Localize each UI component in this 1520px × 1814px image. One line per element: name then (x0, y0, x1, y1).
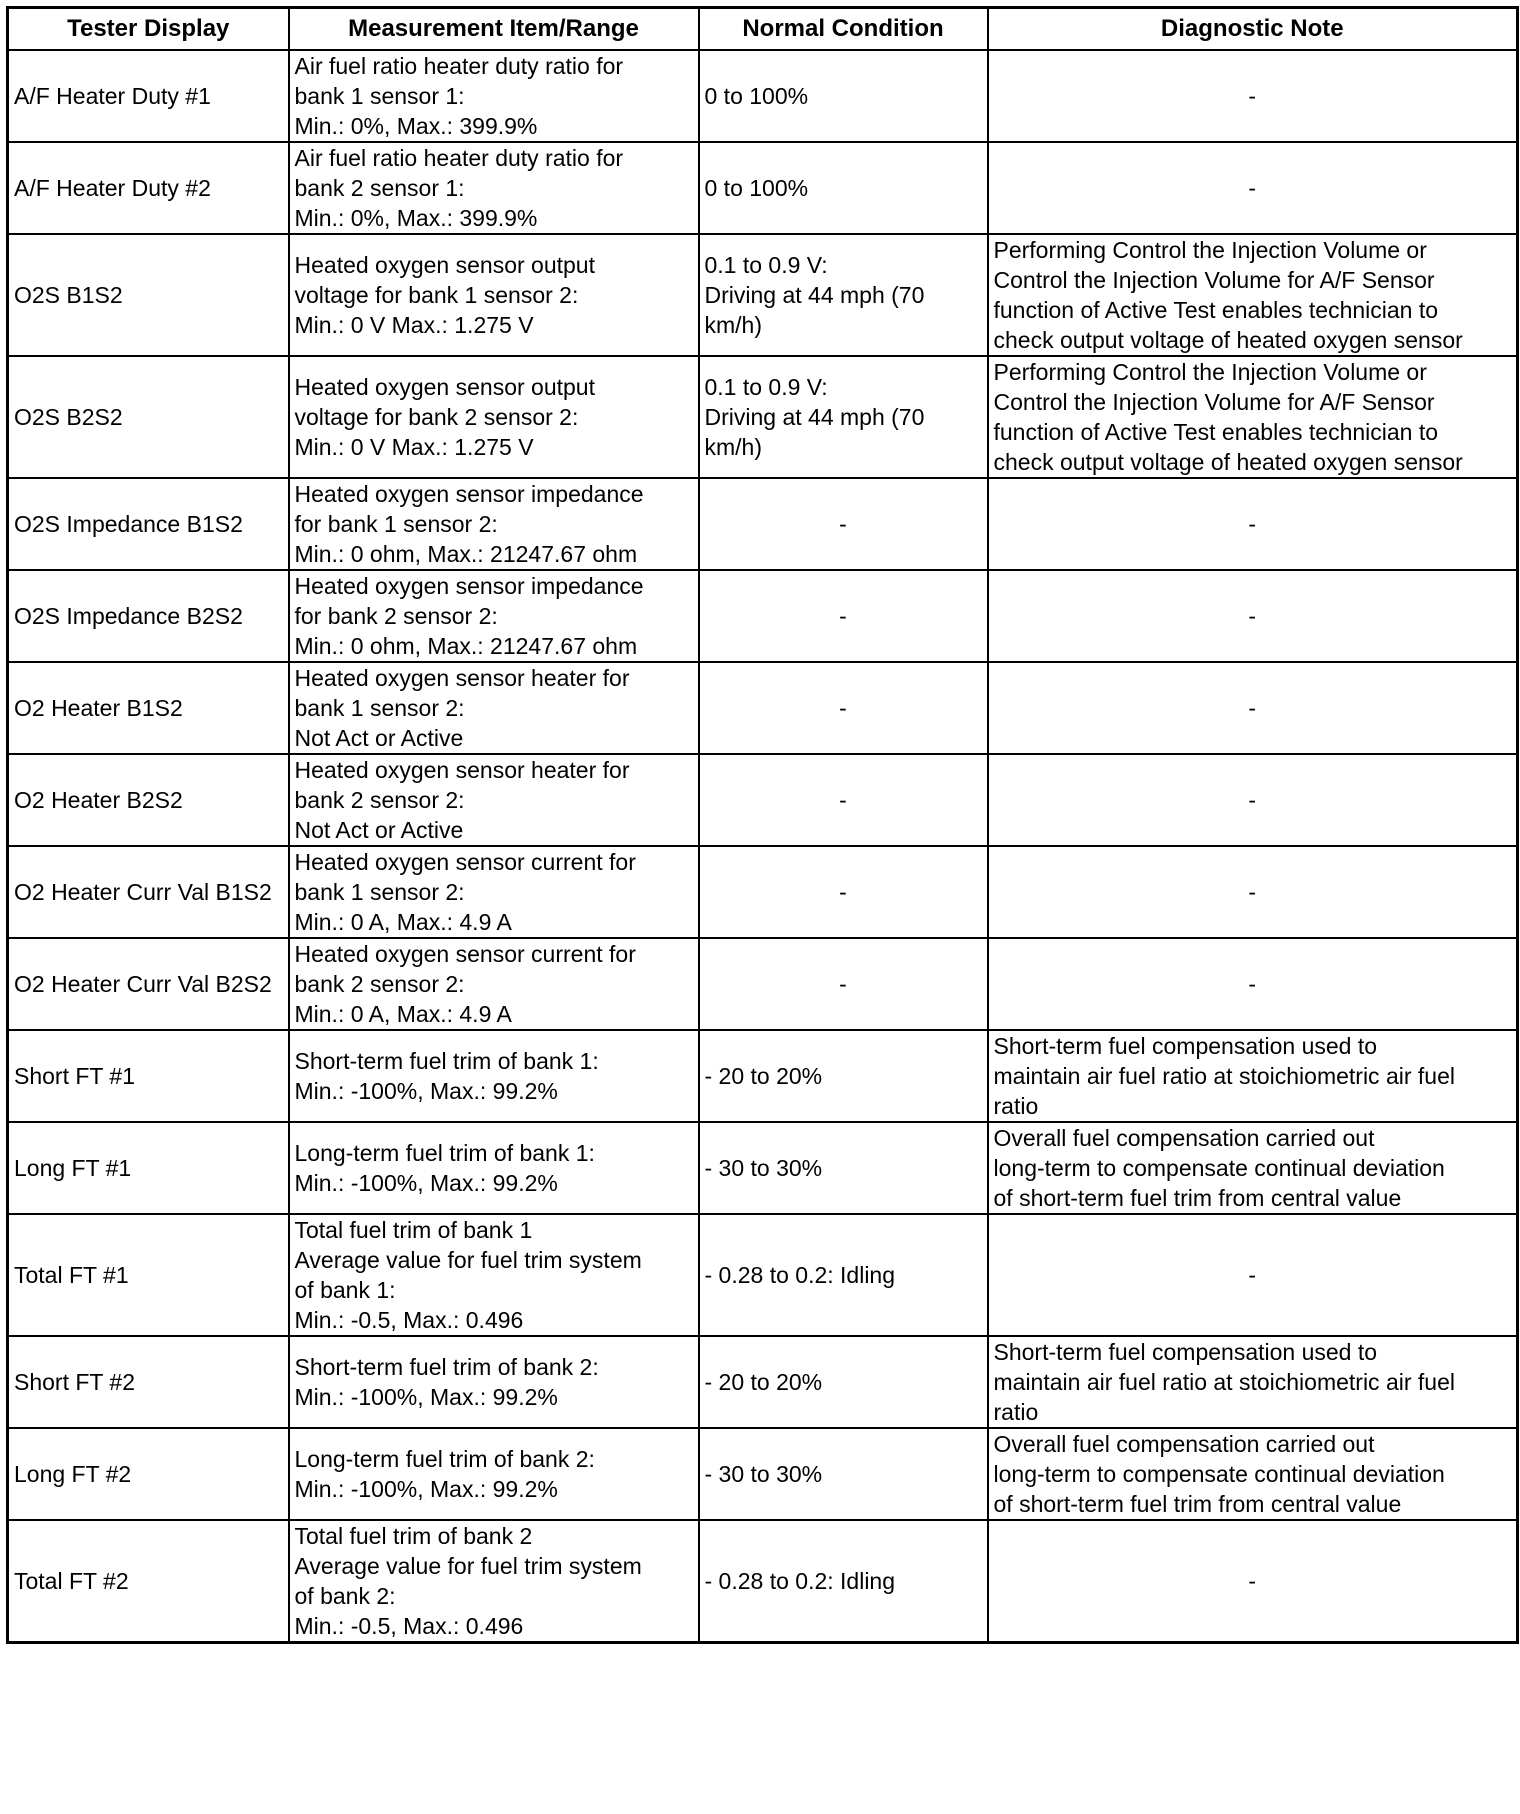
cell-line: - (1248, 786, 1257, 813)
cell-line: Control the Injection Volume for A/F Sensor (993, 388, 1435, 415)
cell-line: Heated oxygen sensor heater for (294, 756, 630, 783)
normal-condition-cell (699, 234, 988, 356)
normal-condition-cell (699, 478, 988, 570)
table-row (8, 570, 1518, 662)
measurement-item-cell (289, 662, 699, 754)
measurement-item-cell (289, 234, 699, 356)
tester-display-cell: O2 Heater B2S2 (8, 754, 289, 846)
tester-display-cell: O2S Impedance B2S2 (8, 570, 289, 662)
diagnostic-note-cell (988, 754, 1518, 846)
table-row (8, 846, 1518, 938)
table-row (8, 1428, 1518, 1520)
table-row (8, 142, 1518, 234)
header-normal-condition: Normal Condition (699, 8, 988, 50)
measurement-item-cell (289, 570, 699, 662)
normal-condition-cell (699, 1214, 988, 1336)
table-row (8, 234, 1518, 356)
measurement-item-cell (289, 1336, 699, 1428)
cell-line: function of Active Test enables technician to (993, 296, 1439, 323)
diagnostic-note-cell (988, 478, 1518, 570)
cell-line: Not Act or Active (294, 816, 464, 843)
cell-line: Air fuel ratio heater duty ratio for (294, 52, 624, 79)
cell-line: 0 to 100% (704, 174, 809, 201)
cell-line: - (1248, 602, 1257, 629)
header-measurement-item: Measurement Item/Range (289, 8, 699, 50)
tester-display-cell: A/F Heater Duty #2 (8, 142, 289, 234)
cell-line: Min.: 0 A, Max.: 4.9 A (294, 1000, 512, 1027)
cell-line: bank 2 sensor 1: (294, 174, 465, 201)
cell-line: Heated oxygen sensor output (294, 251, 595, 278)
cell-line: check output voltage of heated oxygen sensor (993, 448, 1463, 475)
cell-line: for bank 2 sensor 2: (294, 602, 498, 629)
cell-line: bank 2 sensor 2: (294, 970, 465, 997)
normal-condition-cell (699, 662, 988, 754)
tester-display-cell: O2 Heater Curr Val B1S2 (8, 846, 289, 938)
cell-line: Air fuel ratio heater duty ratio for (294, 144, 624, 171)
measurement-item-cell (289, 50, 699, 142)
cell-line: Long-term fuel trim of bank 2: (294, 1445, 595, 1472)
cell-line: - (1248, 1261, 1257, 1288)
cell-line: 0 to 100% (704, 82, 809, 109)
table-row (8, 754, 1518, 846)
cell-line: Average value for fuel trim system (294, 1552, 642, 1579)
cell-line: of bank 1: (294, 1276, 396, 1303)
diagnostic-note-cell (988, 50, 1518, 142)
table-row (8, 938, 1518, 1030)
cell-line: km/h) (704, 311, 762, 338)
normal-condition-cell (699, 1428, 988, 1520)
table-header-row (8, 8, 1518, 50)
cell-line: 0.1 to 0.9 V: (704, 251, 828, 278)
cell-line: Heated oxygen sensor impedance (294, 572, 644, 599)
measurement-item-cell (289, 478, 699, 570)
diagnostic-note-cell (988, 938, 1518, 1030)
tester-display-cell: Long FT #1 (8, 1122, 289, 1214)
cell-line: Heated oxygen sensor current for (294, 940, 636, 967)
normal-condition-cell (699, 356, 988, 478)
cell-line: - (839, 786, 847, 813)
cell-line: Min.: 0 ohm, Max.: 21247.67 ohm (294, 632, 638, 659)
cell-line: - 30 to 30% (704, 1154, 823, 1181)
tester-display-cell: O2 Heater Curr Val B2S2 (8, 938, 289, 1030)
cell-line: bank 1 sensor 2: (294, 878, 465, 905)
measurement-item-cell (289, 1214, 699, 1336)
cell-line: - (839, 694, 847, 721)
cell-line: - 0.28 to 0.2: Idling (704, 1567, 896, 1594)
cell-line: Min.: 0 A, Max.: 4.9 A (294, 908, 512, 935)
diagnostic-note-cell (988, 1122, 1518, 1214)
cell-line: maintain air fuel ratio at stoichiometric air fuel (993, 1062, 1455, 1089)
cell-line: bank 2 sensor 2: (294, 786, 465, 813)
diagnostic-note-cell (988, 1428, 1518, 1520)
cell-line: - (839, 510, 847, 537)
normal-condition-cell (699, 938, 988, 1030)
measurement-item-cell (289, 1520, 699, 1643)
cell-line: Total fuel trim of bank 2 (294, 1522, 533, 1549)
cell-line: 0.1 to 0.9 V: (704, 373, 828, 400)
cell-line: Heated oxygen sensor output (294, 373, 595, 400)
tester-display-cell: A/F Heater Duty #1 (8, 50, 289, 142)
diagnostic-note-cell (988, 356, 1518, 478)
normal-condition-cell (699, 50, 988, 142)
table-row (8, 478, 1518, 570)
cell-line: Min.: -100%, Max.: 99.2% (294, 1383, 558, 1410)
cell-line: - (1248, 1567, 1257, 1594)
cell-line: Average value for fuel trim system (294, 1246, 642, 1273)
cell-line: - 30 to 30% (704, 1460, 823, 1487)
normal-condition-cell (699, 570, 988, 662)
table-row (8, 356, 1518, 478)
tester-display-cell: Total FT #1 (8, 1214, 289, 1336)
cell-line: Driving at 44 mph (70 (704, 281, 925, 308)
table-row (8, 1336, 1518, 1428)
measurement-item-cell (289, 754, 699, 846)
normal-condition-cell (699, 1122, 988, 1214)
table-row (8, 662, 1518, 754)
cell-line: - 20 to 20% (704, 1062, 823, 1089)
measurement-item-cell (289, 356, 699, 478)
cell-line: voltage for bank 2 sensor 2: (294, 403, 579, 430)
cell-line: Min.: -100%, Max.: 99.2% (294, 1475, 558, 1502)
cell-line: Overall fuel compensation carried out (993, 1430, 1375, 1457)
cell-line: - (1248, 694, 1257, 721)
tester-display-cell: Short FT #1 (8, 1030, 289, 1122)
cell-line: - (1248, 878, 1257, 905)
tester-display-cell: Total FT #2 (8, 1520, 289, 1643)
cell-line: ratio (993, 1092, 1039, 1119)
table-row (8, 1030, 1518, 1122)
tester-display-cell: Long FT #2 (8, 1428, 289, 1520)
table-row (8, 1214, 1518, 1336)
cell-line: - (839, 970, 847, 997)
diagnostic-note-cell (988, 846, 1518, 938)
normal-condition-cell (699, 754, 988, 846)
table-row (8, 1520, 1518, 1643)
cell-line: - (839, 602, 847, 629)
cell-line: bank 1 sensor 2: (294, 694, 465, 721)
cell-line: - (1248, 970, 1257, 997)
cell-line: Total fuel trim of bank 1 (294, 1216, 533, 1243)
measurement-item-cell (289, 846, 699, 938)
cell-line: Control the Injection Volume for A/F Sensor (993, 266, 1435, 293)
cell-line: Short-term fuel trim of bank 2: (294, 1353, 599, 1380)
diagnostic-note-cell (988, 1030, 1518, 1122)
diagnostic-note-cell (988, 142, 1518, 234)
cell-line: - (839, 878, 847, 905)
measurement-item-cell (289, 1122, 699, 1214)
normal-condition-cell (699, 142, 988, 234)
measurement-item-cell (289, 938, 699, 1030)
cell-line: long-term to compensate continual deviation (993, 1154, 1445, 1181)
cell-line: Min.: 0%, Max.: 399.9% (294, 204, 538, 231)
diagnostic-data-table (6, 6, 1519, 1644)
cell-line: of short-term fuel trim from central value (993, 1184, 1402, 1211)
cell-line: Min.: -0.5, Max.: 0.496 (294, 1306, 524, 1333)
diagnostic-note-cell (988, 662, 1518, 754)
table-row (8, 50, 1518, 142)
diagnostic-note-cell (988, 1214, 1518, 1336)
normal-condition-cell (699, 846, 988, 938)
cell-line: Min.: -0.5, Max.: 0.496 (294, 1612, 524, 1639)
cell-line: ratio (993, 1398, 1039, 1425)
diagnostic-note-cell (988, 1336, 1518, 1428)
header-tester-display: Tester Display (8, 8, 289, 50)
cell-line: Min.: -100%, Max.: 99.2% (294, 1077, 558, 1104)
cell-line: Short-term fuel trim of bank 1: (294, 1047, 599, 1074)
cell-line: voltage for bank 1 sensor 2: (294, 281, 579, 308)
cell-line: - (1248, 510, 1257, 537)
cell-line: km/h) (704, 433, 762, 460)
cell-line: Short-term fuel compensation used to (993, 1032, 1378, 1059)
cell-line: Min.: 0 V Max.: 1.275 V (294, 311, 534, 338)
table-row (8, 1122, 1518, 1214)
cell-line: check output voltage of heated oxygen sensor (993, 326, 1463, 353)
table-body (8, 50, 1518, 1643)
diagnostic-note-cell (988, 234, 1518, 356)
cell-line: - 0.28 to 0.2: Idling (704, 1261, 896, 1288)
cell-line: Performing Control the Injection Volume or (993, 358, 1427, 385)
normal-condition-cell (699, 1030, 988, 1122)
tester-display-cell: Short FT #2 (8, 1336, 289, 1428)
cell-line: Heated oxygen sensor impedance (294, 480, 644, 507)
cell-line: of short-term fuel trim from central value (993, 1490, 1402, 1517)
measurement-item-cell (289, 1428, 699, 1520)
cell-line: Heated oxygen sensor heater for (294, 664, 630, 691)
cell-line: - (1248, 82, 1257, 109)
normal-condition-cell (699, 1336, 988, 1428)
header-diagnostic-note: Diagnostic Note (988, 8, 1518, 50)
cell-line: Performing Control the Injection Volume or (993, 236, 1427, 263)
cell-line: long-term to compensate continual deviation (993, 1460, 1445, 1487)
cell-line: maintain air fuel ratio at stoichiometric air fuel (993, 1368, 1455, 1395)
cell-line: function of Active Test enables technician to (993, 418, 1439, 445)
tester-display-cell: O2S B2S2 (8, 356, 289, 478)
measurement-item-cell (289, 1030, 699, 1122)
cell-line: Driving at 44 mph (70 (704, 403, 925, 430)
measurement-item-cell (289, 142, 699, 234)
tester-display-cell: O2S Impedance B1S2 (8, 478, 289, 570)
tester-display-cell: O2S B1S2 (8, 234, 289, 356)
cell-line: Heated oxygen sensor current for (294, 848, 636, 875)
cell-line: Not Act or Active (294, 724, 464, 751)
cell-line: - 20 to 20% (704, 1368, 823, 1395)
cell-line: Short-term fuel compensation used to (993, 1338, 1378, 1365)
cell-line: Min.: 0%, Max.: 399.9% (294, 112, 538, 139)
cell-line: for bank 1 sensor 2: (294, 510, 498, 537)
diagnostic-note-cell (988, 1520, 1518, 1643)
cell-line: Min.: 0 V Max.: 1.275 V (294, 433, 534, 460)
cell-line: - (1248, 174, 1257, 201)
cell-line: Overall fuel compensation carried out (993, 1124, 1375, 1151)
cell-line: bank 1 sensor 1: (294, 82, 465, 109)
diagnostic-note-cell (988, 570, 1518, 662)
cell-line: Long-term fuel trim of bank 1: (294, 1139, 595, 1166)
cell-line: Min.: -100%, Max.: 99.2% (294, 1169, 558, 1196)
tester-display-cell: O2 Heater B1S2 (8, 662, 289, 754)
normal-condition-cell (699, 1520, 988, 1643)
cell-line: of bank 2: (294, 1582, 396, 1609)
cell-line: Min.: 0 ohm, Max.: 21247.67 ohm (294, 540, 638, 567)
